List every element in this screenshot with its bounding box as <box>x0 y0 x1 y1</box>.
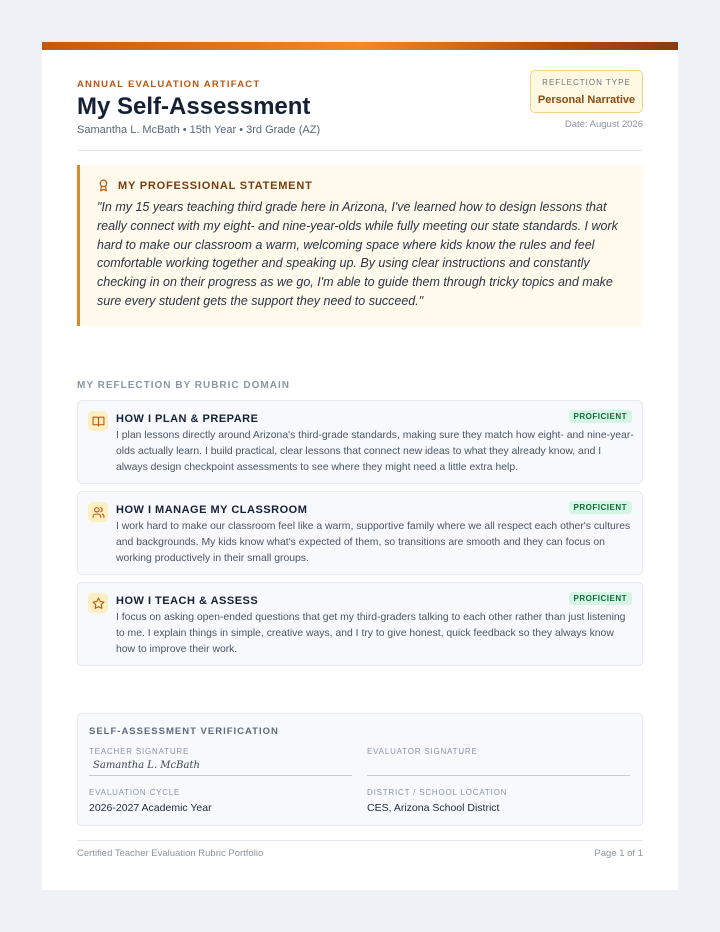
domain-card-teach <box>77 582 643 666</box>
users-icon <box>92 506 105 519</box>
cycle-label: EVALUATION CYCLE <box>89 788 181 797</box>
footer-divider <box>77 840 643 841</box>
eyebrow-label: ANNUAL EVALUATION ARTIFACT <box>77 79 261 90</box>
domain-text: I work hard to make our classroom feel like a warm, supportive family where we all respect each other's cultures and backgrounds. My kids know what's expected of them, so transitions are smooth and they can focus on working productively in their small groups. <box>116 521 631 564</box>
status-badge: PROFICIENT <box>569 410 632 423</box>
page-title: My Self-Assessment <box>77 93 311 120</box>
domain-title: HOW I MANAGE MY CLASSROOM <box>116 504 308 516</box>
location-label: DISTRICT / SCHOOL LOCATION <box>367 788 508 797</box>
verification-title: SELF-ASSESSMENT VERIFICATION <box>89 726 279 737</box>
domain-title: HOW I TEACH & ASSESS <box>116 595 259 607</box>
verification-panel <box>77 713 643 826</box>
teacher-signature: Samantha L. McBath <box>93 760 200 771</box>
footer-text: Certified Teacher Evaluation Rubric Portfolio <box>77 848 264 859</box>
domain-text: I focus on asking open-ended questions that get my third-graders talking to each other rather than just listening to me. I explain things in simple, creative ways, and I try to give honest, quick feedback so they always know how to improve their work. <box>116 612 626 655</box>
reflection-type-label: REFLECTION TYPE <box>542 78 631 87</box>
domain-card-plan <box>77 400 643 484</box>
evaluator-signature-field[interactable] <box>367 752 630 776</box>
status-badge: PROFICIENT <box>569 501 632 514</box>
evaluator-signature-label: EVALUATOR SIGNATURE <box>367 747 478 756</box>
book-icon <box>92 415 105 428</box>
teacher-signature-label: TEACHER SIGNATURE <box>89 747 190 756</box>
domain-card-manage <box>77 491 643 575</box>
document-page <box>42 42 678 890</box>
domain-icon-box <box>88 411 108 431</box>
teacher-signature-field[interactable] <box>89 752 352 776</box>
award-icon <box>97 179 110 192</box>
statement-header <box>97 179 313 192</box>
reflection-type-value: Personal Narrative <box>537 94 636 106</box>
document-date: Date: August 2026 <box>564 119 643 130</box>
rubric-section-heading: MY REFLECTION BY RUBRIC DOMAIN <box>77 380 290 391</box>
domain-title: HOW I PLAN & PREPARE <box>116 413 259 425</box>
status-badge: PROFICIENT <box>569 592 632 605</box>
statement-text: "In my 15 years teaching third grade here in Arizona, I've learned how to design lessons that really connect with my eight- and nine-year-olds while fully meeting our state standards. I work hard to make our classroom a warm, welcoming space where kids know the rules and feel comfortable working together and speaking up. By using clear instructions and constantly checking in on their progress as we go, I'm able to guide them through tricky topics and make sure every student gets the support they need to succeed." <box>97 200 618 308</box>
header-divider <box>77 150 643 151</box>
statement-title: MY PROFESSIONAL STATEMENT <box>118 179 313 192</box>
page-number: Page 1 of 1 <box>594 848 643 859</box>
domain-icon-box <box>88 502 108 522</box>
cycle-value: 2026-2027 Academic Year <box>89 802 212 814</box>
reflection-type-box <box>530 70 643 113</box>
accent-bar <box>42 42 678 50</box>
location-value: CES, Arizona School District <box>367 802 500 814</box>
page-subtitle: Samantha L. McBath • 15th Year • 3rd Grade (AZ) <box>77 124 321 136</box>
domain-icon-box <box>88 593 108 613</box>
professional-statement <box>77 165 643 326</box>
star-icon <box>92 597 105 610</box>
domain-text: I plan lessons directly around Arizona's third-grade standards, making sure they match how eight- and nine-year-olds actually learn. I build practical, clear lessons that connect new ideas to what they already know, and I always design checkpoint assessments to see where they might need a little extra help. <box>116 430 634 473</box>
